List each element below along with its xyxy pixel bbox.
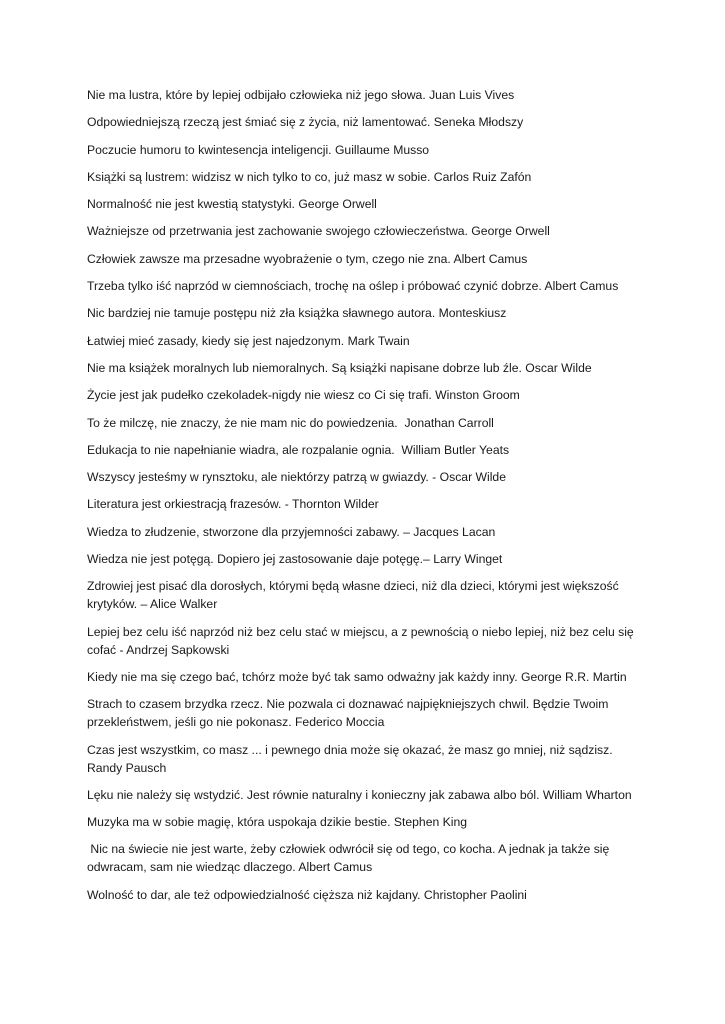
quote-item: Książki są lustrem: widzisz w nich tylko to co, już masz w sobie. Carlos Ruiz Zafón — [87, 169, 532, 184]
quote-item: Nie ma książek moralnych lub niemoralnych. Są książki napisane dobrze lub źle. Oscar Wilde — [87, 360, 592, 375]
quote-item: Lęku nie należy się wstydzić. Jest równie naturalny i konieczny jak zabawa albo ból. William Wharton — [87, 787, 632, 802]
quote-item: Łatwiej mieć zasady, kiedy się jest najedzonym. Mark Twain — [87, 333, 410, 348]
quote-item: Kiedy nie ma się czego bać, tchórz może być tak samo odważny jak każdy inny. George R.R. Martin — [87, 669, 627, 684]
quote-item: Odpowiedniejszą rzeczą jest śmiać się z życia, niż lamentować. Seneka Młodszy — [87, 115, 524, 130]
quote-item: Muzyka ma w sobie magię, która uspokaja dzikie bestie. Stephen King — [87, 815, 468, 830]
quote-item: Nic bardziej nie tamuje postępu niż zła książka sławnego autora. Monteskiusz — [87, 306, 507, 321]
quote-item: Zdrowiej jest pisać dla dorosłych, którymi będą własne dzieci, niż dla dzieci, którymi jest większość krytyków. – Alice Walker — [87, 579, 623, 612]
quote-item: Normalność nie jest kwestią statystyki. George Orwell — [87, 197, 377, 212]
quote-item: Nie ma lustra, które by lepiej odbijało człowieka niż jego słowa. Juan Luis Vives — [87, 88, 515, 102]
quote-item: Poczucie humoru to kwintesencja inteligencji. Guillaume Musso — [87, 142, 430, 157]
quote-item: Życie jest jak pudełko czekoladek-nigdy nie wiesz co Ci się trafi. Winston Groom — [87, 388, 520, 403]
quote-item: Ważniejsze od przetrwania jest zachowanie swojego człowieczeństwa. George Orwell — [87, 224, 550, 239]
quote-item: Nic na świecie nie jest warte, żeby człowiek odwrócił się od tego, co kocha. A jednak ja także się odwracam, sam nie wiedząc dlaczego. Albert Camus — [87, 842, 613, 875]
quote-item: Lepiej bez celu iść naprzód niż bez celu stać w miejscu, a z pewnością o niebo lepiej, niż bez celu się cofać - Andrzej Sapkowski — [87, 624, 638, 657]
quote-item: Wolność to dar, ale też odpowiedzialność cięższa niż kajdany. Christopher Paolini — [87, 887, 527, 902]
quote-item: Literatura jest orkiestracją frazesów. - Thornton Wilder — [87, 497, 379, 512]
quote-item: Wiedza to złudzenie, stworzone dla przyjemności zabawy. – Jacques Lacan — [87, 524, 496, 539]
quote-item: Edukacja to nie napełnianie wiadra, ale rozpalanie ognia. William Butler Yeats — [87, 442, 510, 457]
quote-list — [87, 86, 647, 913]
quote-item: Strach to czasem brzydka rzecz. Nie pozwala ci doznawać najpiękniejszych chwil. Będzie Twoim przekleństwem, jeśli go nie pokonasz. Federico Moccia — [87, 697, 612, 730]
quote-item: To że milczę, nie znaczy, że nie mam nic do powiedzenia. Jonathan Carroll — [87, 415, 494, 430]
quote-item: Wszyscy jesteśmy w rynsztoku, ale niektórzy patrzą w gwiazdy. - Oscar Wilde — [87, 470, 506, 485]
quote-item: Trzeba tylko iść naprzód w ciemnościach, trochę na oślep i próbować czynić dobrze. Albert Camus — [87, 279, 619, 294]
quote-item: Człowiek zawsze ma przesadne wyobrażenie o tym, czego nie zna. Albert Camus — [87, 251, 528, 266]
quote-item: Wiedza nie jest potęgą. Dopiero jej zastosowanie daje potęgę.– Larry Winget — [87, 552, 503, 567]
quote-item: Czas jest wszystkim, co masz ... i pewnego dnia może się okazać, że masz go mniej, niż sądzisz. Randy Pausch — [87, 742, 617, 775]
